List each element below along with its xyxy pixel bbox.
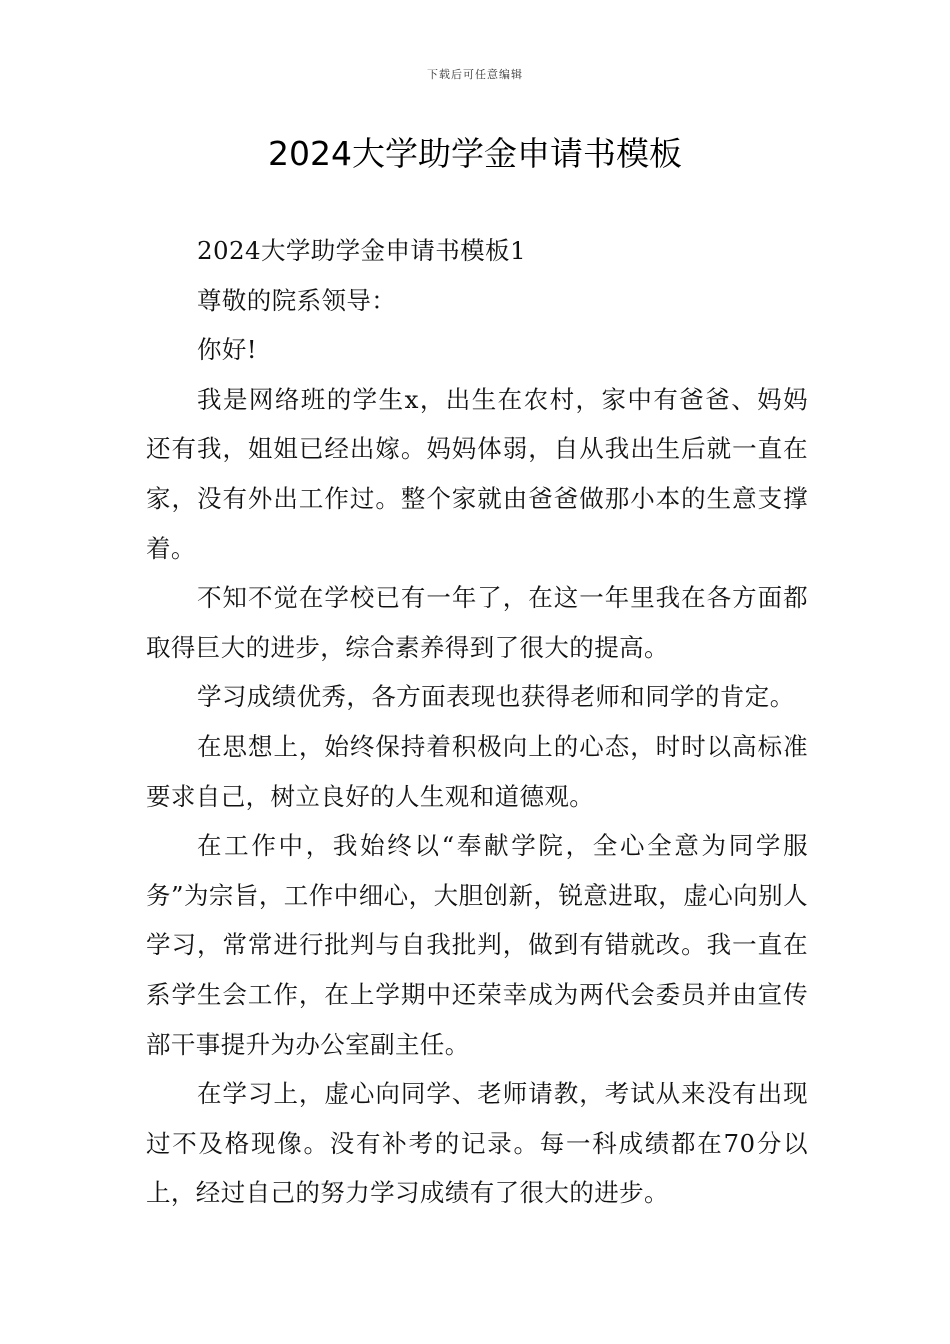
paragraph-salutation: 尊敬的院系领导： [197, 285, 397, 315]
paragraph-subtitle: 2024大学助学金申请书模板1 [197, 236, 526, 265]
paragraph-study: 在学习上，虚心向同学、老师请教，考试从来没有出现过不及格现像。没有补考的记录。每一科成绩都在70分以上，经过自己的努力学习成绩有了很大的进步。 [146, 1079, 808, 1208]
paragraph-ideology: 在思想上，始终保持着积极向上的心态，时时以高标准要求自己，树立良好的人生观和道德观。 [146, 731, 808, 811]
document-title: 2024大学助学金申请书模板 [268, 134, 682, 173]
document-body [146, 226, 808, 1218]
paragraph-greeting: 你好! [197, 335, 258, 365]
paragraph-progress: 不知不觉在学校已有一年了，在这一年里我在各方面都取得巨大的进步，综合素养得到了很大的提高。 [146, 583, 808, 662]
header-note: 下载后可任意编辑 [427, 68, 523, 81]
paragraph-work: 在工作中，我始终以“奉献学院，全心全意为同学服务”为宗旨，工作中细心，大胆创新，锐意进取，虚心向别人学习，常常进行批判与自我批判，做到有错就改。我一直在系学生会工作，在上学期中还荣幸成为两代会委员并由宣传部干事提升为办公室副主任。 [146, 831, 808, 1059]
paragraph-family-background: 我是网络班的学生x，出生在农村，家中有爸爸、妈妈还有我，姐姐已经出嫁。妈妈体弱，自从我出生后就一直在家，没有外出工作过。整个家就由爸爸做那小本的生意支撑着。 [146, 384, 808, 563]
paragraph-performance: 学习成绩优秀，各方面表现也获得老师和同学的肯定。 [197, 682, 795, 712]
